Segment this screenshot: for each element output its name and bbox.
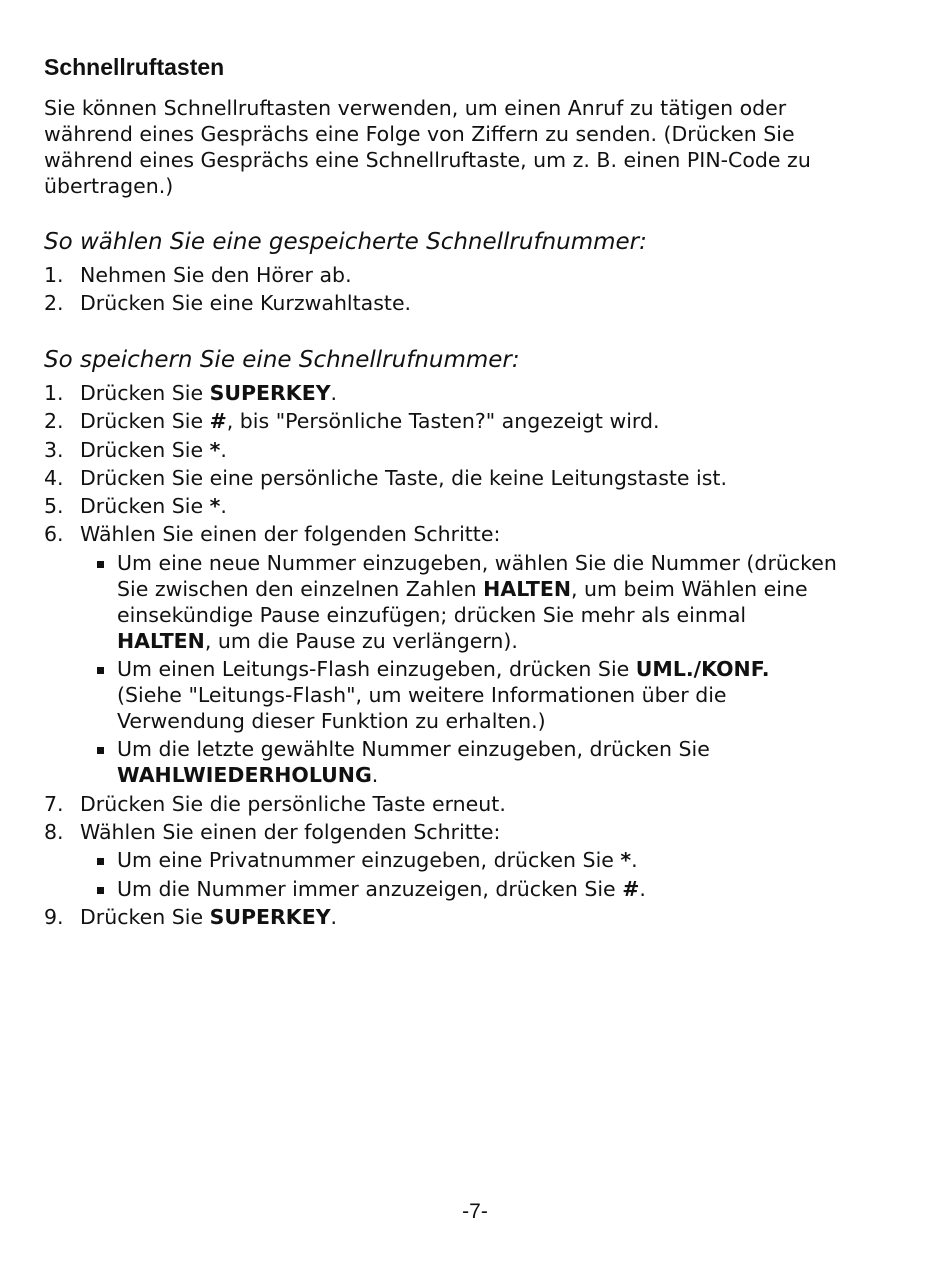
step-text: Drücken Sie: [80, 904, 210, 929]
intro-line: während eines Gesprächs eine Schnellruftaste, um z. B. einen PIN-Code zu: [44, 148, 811, 172]
key-name: #: [209, 409, 227, 434]
option-text: Um eine neue Nummer einzugeben, wählen Sie die Nummer (drücken: [117, 550, 837, 575]
key-name: SUPERKEY: [209, 904, 331, 929]
step-text: .: [220, 437, 227, 462]
list-item: [44, 521, 837, 788]
step-text: Drücken Sie: [80, 494, 210, 519]
list-item: [44, 408, 837, 434]
step-number: 6.: [44, 522, 64, 547]
option-item: [80, 550, 837, 654]
list-item: [44, 262, 411, 288]
step-text: .: [220, 494, 227, 519]
option-text: .: [639, 876, 646, 901]
step-text: Wählen Sie einen der folgenden Schritte:: [80, 819, 501, 844]
key-name: *: [620, 848, 632, 873]
step-text: Drücken Sie: [80, 437, 210, 462]
list-item: [44, 791, 837, 817]
step-text: .: [330, 381, 338, 405]
step-text: Nehmen Sie den Hörer ab.: [80, 263, 352, 287]
option-text: (Siehe "Leitungs-Flash", um weitere Informationen über die: [117, 683, 727, 708]
list-item: [44, 437, 837, 463]
key-name: HALTEN: [117, 628, 205, 653]
page-number: -7-: [462, 1200, 488, 1223]
option-item: [80, 876, 837, 902]
option-text: Um die letzte gewählte Nummer einzugeben, drücken Sie: [117, 737, 710, 762]
step-text: Drücken Sie: [80, 381, 210, 405]
key-name: UML./KONF.: [635, 657, 770, 682]
option-item: [80, 736, 837, 788]
key-name: *: [209, 494, 221, 519]
key-name: SUPERKEY: [209, 381, 331, 405]
dial-procedure-title: So wählen Sie eine gespeicherte Schnellrufnummer:: [44, 229, 647, 255]
step-number: 1.: [44, 381, 64, 405]
step-number: 7.: [44, 791, 64, 816]
key-name: HALTEN: [483, 576, 572, 601]
square-bullet-icon: [97, 561, 104, 568]
option-text: Verwendung dieser Funktion zu erhalten.): [117, 709, 546, 734]
step-text: Drücken Sie eine Kurzwahltaste.: [80, 291, 412, 316]
option-text: , um die Pause zu verlängern).: [204, 628, 518, 653]
square-bullet-icon: [97, 858, 104, 865]
intro-line: während eines Gesprächs eine Folge von Ziffern zu senden. (Drücken Sie: [44, 122, 795, 146]
option-text: Um eine Privatnummer einzugeben, drücken Sie: [117, 848, 621, 873]
step-number: 1.: [44, 263, 64, 287]
step-text: Drücken Sie: [80, 409, 210, 434]
step-text: , bis "Persönliche Tasten?" angezeigt wird.: [226, 409, 660, 434]
step-number: 8.: [44, 819, 64, 844]
option-text: .: [631, 848, 638, 873]
list-item: [44, 493, 837, 519]
list-item: [44, 290, 411, 316]
intro-line: Sie können Schnellruftasten verwenden, um einen Anruf zu tätigen oder: [44, 96, 787, 120]
step-text: Wählen Sie einen der folgenden Schritte:: [80, 522, 501, 547]
store-steps-list: [44, 380, 837, 932]
square-bullet-icon: [97, 887, 104, 894]
list-item: [44, 904, 837, 930]
step-text: .: [330, 904, 338, 929]
option-item: [80, 847, 837, 873]
step-text: Drücken Sie eine persönliche Taste, die keine Leitungstaste ist.: [80, 465, 727, 490]
key-name: #: [622, 876, 640, 901]
step-number: 5.: [44, 494, 64, 519]
key-name: *: [209, 437, 221, 462]
step-number: 4.: [44, 465, 64, 490]
options-list: [80, 847, 837, 901]
option-text: .: [371, 763, 379, 788]
key-name: WAHLWIEDERHOLUNG: [117, 763, 372, 788]
option-text: Um einen Leitungs-Flash einzugeben, drücken Sie: [117, 657, 636, 682]
intro-line: übertragen.): [44, 174, 174, 198]
dial-steps-list: [44, 262, 411, 319]
step-number: 9.: [44, 904, 64, 929]
option-text: , um beim Wählen eine: [571, 576, 808, 601]
list-item: [44, 819, 837, 902]
section-heading: Schnellruftasten: [44, 54, 225, 80]
store-procedure-title: So speichern Sie eine Schnellrufnummer:: [44, 347, 520, 373]
option-text: Um die Nummer immer anzuzeigen, drücken Sie: [117, 876, 623, 901]
option-item: [80, 656, 837, 734]
step-text: Drücken Sie die persönliche Taste erneut.: [80, 791, 506, 816]
square-bullet-icon: [97, 747, 104, 754]
list-item: [44, 380, 837, 406]
options-list: [80, 550, 837, 789]
option-text: Sie zwischen den einzelnen Zahlen: [117, 576, 484, 601]
step-number: 2.: [44, 291, 64, 316]
square-bullet-icon: [97, 667, 104, 674]
list-item: [44, 465, 837, 491]
step-number: 2.: [44, 409, 64, 434]
intro-paragraph: [44, 95, 894, 199]
step-number: 3.: [44, 437, 64, 462]
option-text: einsekündige Pause einzufügen; drücken Sie mehr als einmal: [117, 602, 747, 627]
